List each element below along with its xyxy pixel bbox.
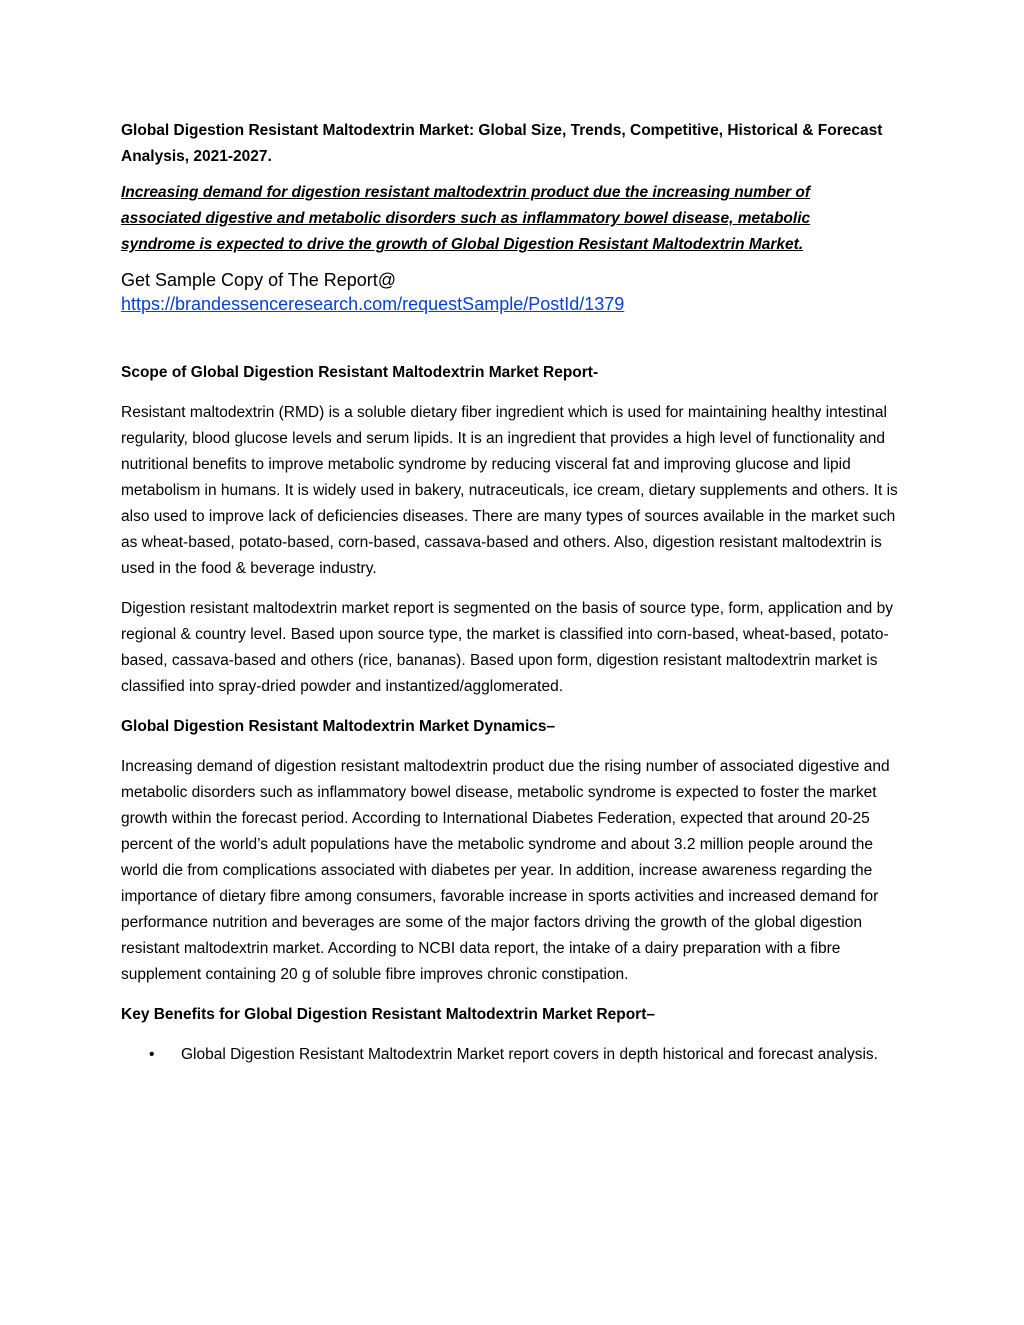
benefits-list xyxy=(121,1042,907,1068)
dynamics-heading: Global Digestion Resistant Maltodextrin Market Dynamics– xyxy=(121,718,556,735)
sample-copy-link[interactable]: https://brandessenceresearch.com/requestSample/PostId/1379 xyxy=(121,294,625,314)
sample-copy-label: Get Sample Copy of The Report@ xyxy=(121,270,397,290)
document-title: Global Digestion Resistant Maltodextrin Market: Global Size, Trends, Competitive, Historical & Forecast Analysis, 2021-2027. xyxy=(121,122,883,165)
document-page xyxy=(121,118,907,1068)
scope-paragraph-2: Digestion resistant maltodextrin market report is segmented on the basis of source type, form, application and by regional & country level. Based upon source type, the market is classified into corn-based, wheat-based, potato-based, cassava-based and others (rice, bananas). Based upon form, digestion resistant maltodextrin market is classified into spray-dried powder and instantized/agglomerated. xyxy=(121,600,893,695)
bullet-icon: • xyxy=(149,1046,155,1063)
list-item-text: Global Digestion Resistant Maltodextrin Market report covers in depth historical and forecast analysis. xyxy=(181,1046,878,1063)
scope-paragraph-1: Resistant maltodextrin (RMD) is a soluble dietary fiber ingredient which is used for maintaining healthy intestinal regularity, blood glucose levels and serum lipids. It is an ingredient that provides a high level of functionality and nutritional benefits to improve metabolic syndrome by reducing visceral fat and improving glucose and lipid metabolism in humans. It is widely used in bakery, nutraceuticals, ice cream, dietary supplements and others. It is also used to improve lack of deficiencies diseases. There are many types of sources available in the market such as wheat-based, potato-based, corn-based, cassava-based and others. Also, digestion resistant maltodextrin is used in the food & beverage industry. xyxy=(121,404,898,577)
sample-copy-block xyxy=(121,268,907,316)
dynamics-paragraph: Increasing demand of digestion resistant maltodextrin product due the rising number of associated digestive and metabolic disorders such as inflammatory bowel disease, metabolic syndrome is expected to foster the market growth within the forecast period. According to International Diabetes Federation, expected that around 20-25 percent of the world’s adult populations have the metabolic syndrome and about 3.2 million people around the world die from complications associated with diabetes per year. In addition, increase awareness regarding the importance of dietary fibre among consumers, favorable increase in sports activities and increased demand for performance nutrition and beverages are some of the major factors driving the growth of the global digestion resistant maltodextrin market. According to NCBI data report, the intake of a dairy preparation with a fibre supplement containing 20 g of soluble fibre improves chronic constipation. xyxy=(121,758,890,983)
scope-heading: Scope of Global Digestion Resistant Maltodextrin Market Report- xyxy=(121,364,599,381)
intro-statement: Increasing demand for digestion resistant maltodextrin product due the increasing number of associated digestive and metabolic disorders such as inflammatory bowel disease, metabolic syndrome is expected to drive the growth of Global Digestion Resistant Maltodextrin Market. xyxy=(121,184,811,253)
benefits-heading: Key Benefits for Global Digestion Resistant Maltodextrin Market Report– xyxy=(121,1006,655,1023)
list-item xyxy=(121,1042,907,1068)
